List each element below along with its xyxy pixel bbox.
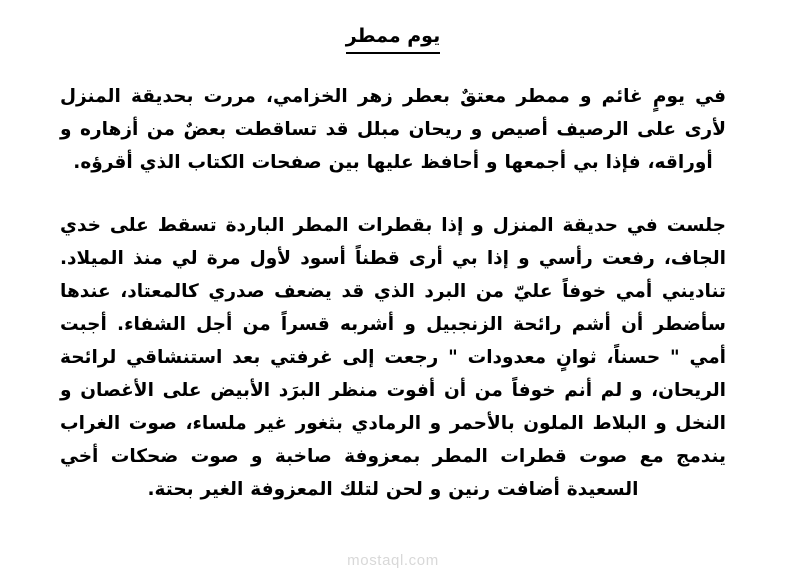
paragraph-2: جلست في حديقة المنزل و إذا بقطرات المطر الباردة تسقط على خدي الجاف، رفعت رأسي و إذا بي أرى قطناً أسود لأول مرة لي منذ الميلاد. تناديني أمي خوفاً عليّ من البرد الذي قد يضعف صدري كالمعتاد، عندها سأضطر أن أشم رائحة الزنجبيل و أشربه قسراً من أجل الشفاء. أجبت أمي " حسناً، ثوانٍ معدودات " رجعت إلى غرفتي بعد استنشاقي لرائحة الريحان، و لم أنم خوفاً من أن أفوت منظر البرَد الأبيض على الأغصان و النخل و البلاط الملون بالأحمر و الرمادي بثغور غير ملساء، صوت الغراب يندمج مع صوت قطرات المطر بمعزوفة صاخبة و صوت ضحكات أخي السعيدة أضافت رنين و لحن لتلك المعزوفة الغير بحتة. — [60, 214, 726, 500]
watermark: mostaql.com — [347, 552, 439, 569]
page-title — [60, 22, 726, 54]
paragraph-1: في يومٍ غائم و ممطر معتقٌ بعطر زهر الخزامي، مررت بحديقة المنزل لأرى على الرصيف أصيص و ريحان مبلل قد تساقطت بعضٌ من أزهاره و أوراقه، فإذا بي أجمعها و أحافظ عليها بين صفحات الكتاب الذي أقرؤه. — [60, 85, 726, 173]
page-title-text: يوم ممطر — [346, 22, 440, 54]
